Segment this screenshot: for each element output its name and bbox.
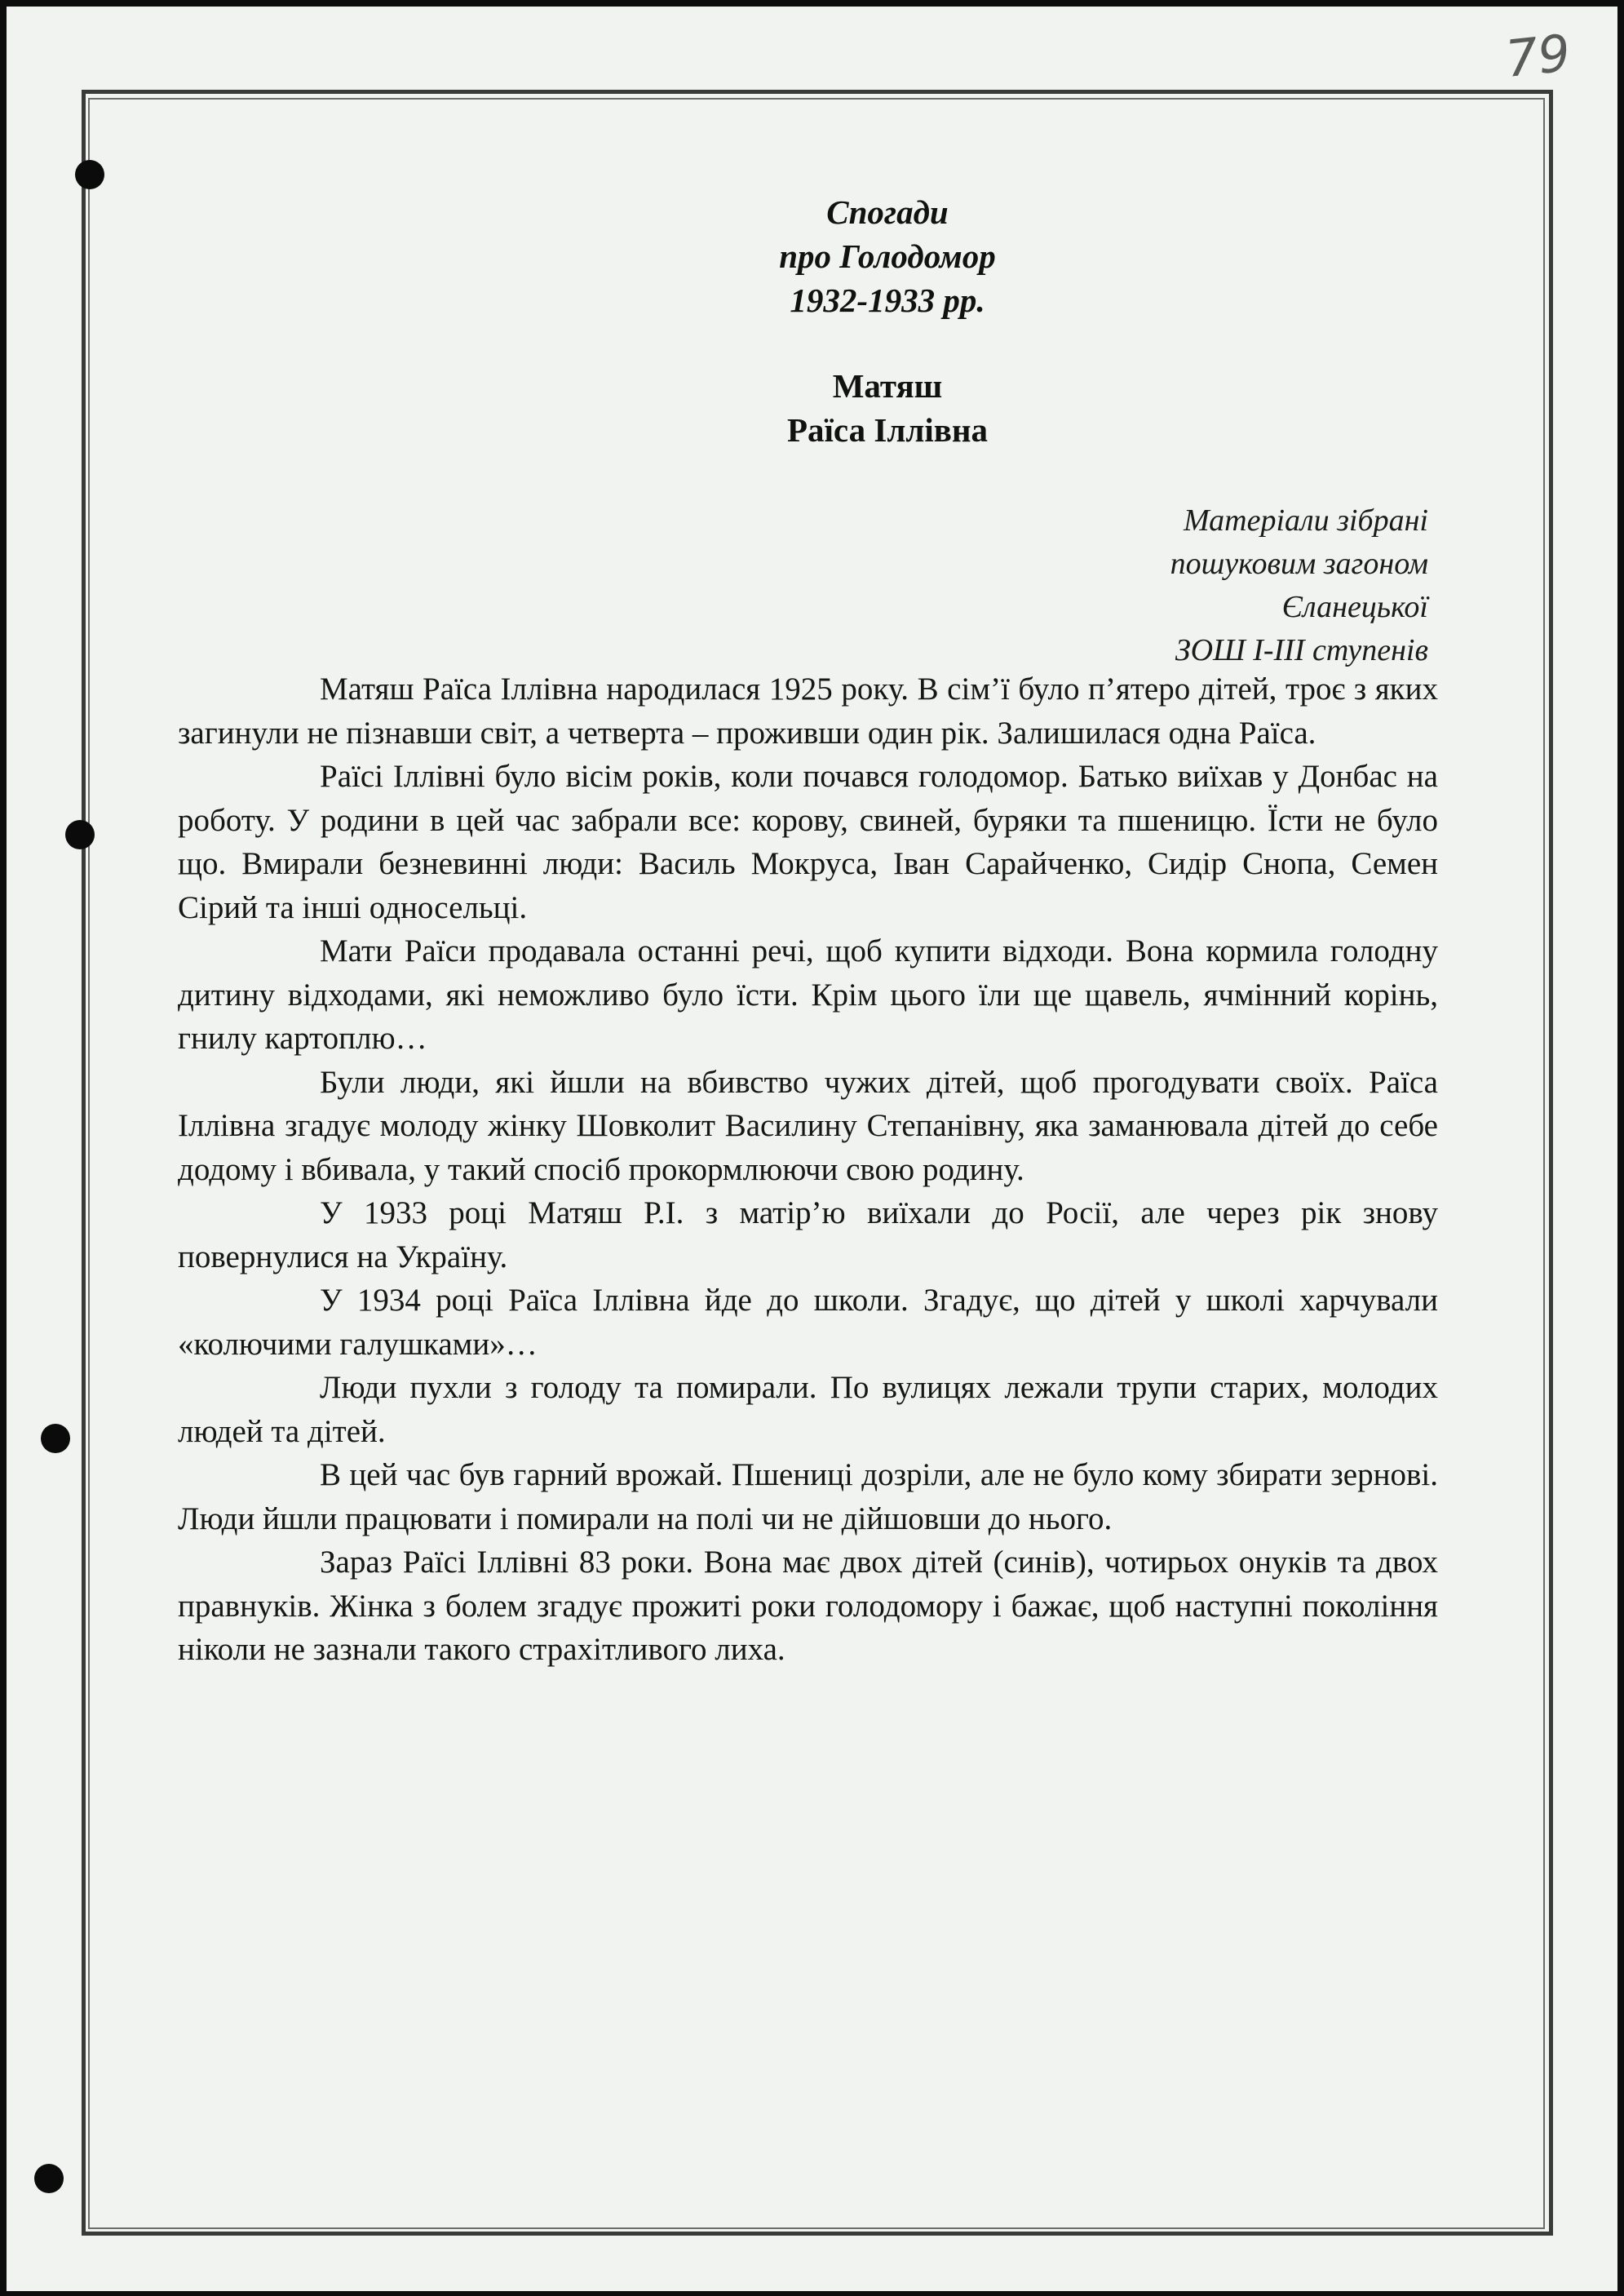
punch-hole	[65, 820, 95, 849]
paragraph: Матяш Раїса Іллівна народилася 1925 року. В сім’ї було п’ятеро дітей, троє з яких загинули не пізнавши світ, а четверта – проживши один рік. Залишилася одна Раїса.	[178, 672, 1438, 751]
title-line: Спогади	[826, 193, 949, 231]
surname: Матяш	[832, 367, 943, 405]
title-line: 1932-1933 рр.	[790, 281, 985, 319]
paragraph: У 1933 році Матяш Р.І. з матір’ю виїхали до Росії, але через рік знову повернулися на Україну.	[178, 1195, 1438, 1274]
paragraph: Мати Раїси продавала останні речі, щоб купити відходи. Вона кормила голодну дитину відходами, які неможливо було їсти. Крім цього їли ще щавель, ячмінний корінь, гнилу картоплю…	[178, 933, 1438, 1056]
document-title	[480, 190, 1295, 322]
paragraph: Люди пухли з голоду та помирали. По вулицях лежали трупи старих, молодих людей та дітей.	[178, 1370, 1438, 1449]
attribution-line: Матеріали зібрані	[1184, 503, 1428, 538]
handwritten-page-number: 79	[1502, 23, 1573, 89]
given-name: Раїса Іллівна	[787, 411, 988, 449]
punch-hole	[34, 2164, 64, 2193]
memoir-body	[178, 667, 1438, 1672]
document-page	[7, 7, 1617, 2291]
person-name	[480, 364, 1295, 452]
attribution-line: Єланецької	[1281, 590, 1428, 624]
attribution-line: ЗОШ І-ІІІ ступенів	[1175, 633, 1428, 667]
paragraph: У 1934 році Раїса Іллівна йде до школи. Згадує, що дітей у школі харчували «колючими галушками»…	[178, 1283, 1438, 1362]
punch-hole	[75, 160, 104, 189]
attribution-line: пошуковим загоном	[1170, 547, 1428, 581]
title-line: про Голодомор	[779, 237, 996, 275]
paragraph: Були люди, які йшли на вбивство чужих дітей, щоб прогодувати своїх. Раїса Іллівна згадує молоду жінку Шовколит Василину Степанівну, яка заманювала дітей до себе додому і вбивала, у такий спосіб прокормлюючи свою родину.	[178, 1064, 1438, 1187]
paragraph: Раїсі Іллівні було вісім років, коли почався голодомор. Батько виїхав у Донбас на роботу. У родини в цей час забрали все: корову, свиней, буряки та пшеницю. Їсти не було що. Вмирали безневинні люди: Василь Мокруса, Іван Сарайченко, Сидір Снопа, Семен Сірий та інші односельці.	[178, 759, 1438, 925]
paragraph: В цей час був гарний врожай. Пшениці дозріли, але не було кому збирати зернові. Люди йшли працювати і помирали на полі чи не дійшовши до нього.	[178, 1457, 1438, 1536]
paragraph: Зараз Раїсі Іллівні 83 роки. Вона має двох дітей (синів), чотирьох онуків та двох правнуків. Жінка з болем згадує прожиті роки голодомору і бажає, щоб наступні покоління ніколи не зазнали такого страхітливого лиха.	[178, 1545, 1438, 1667]
source-attribution	[1170, 499, 1428, 672]
punch-hole	[41, 1424, 70, 1453]
